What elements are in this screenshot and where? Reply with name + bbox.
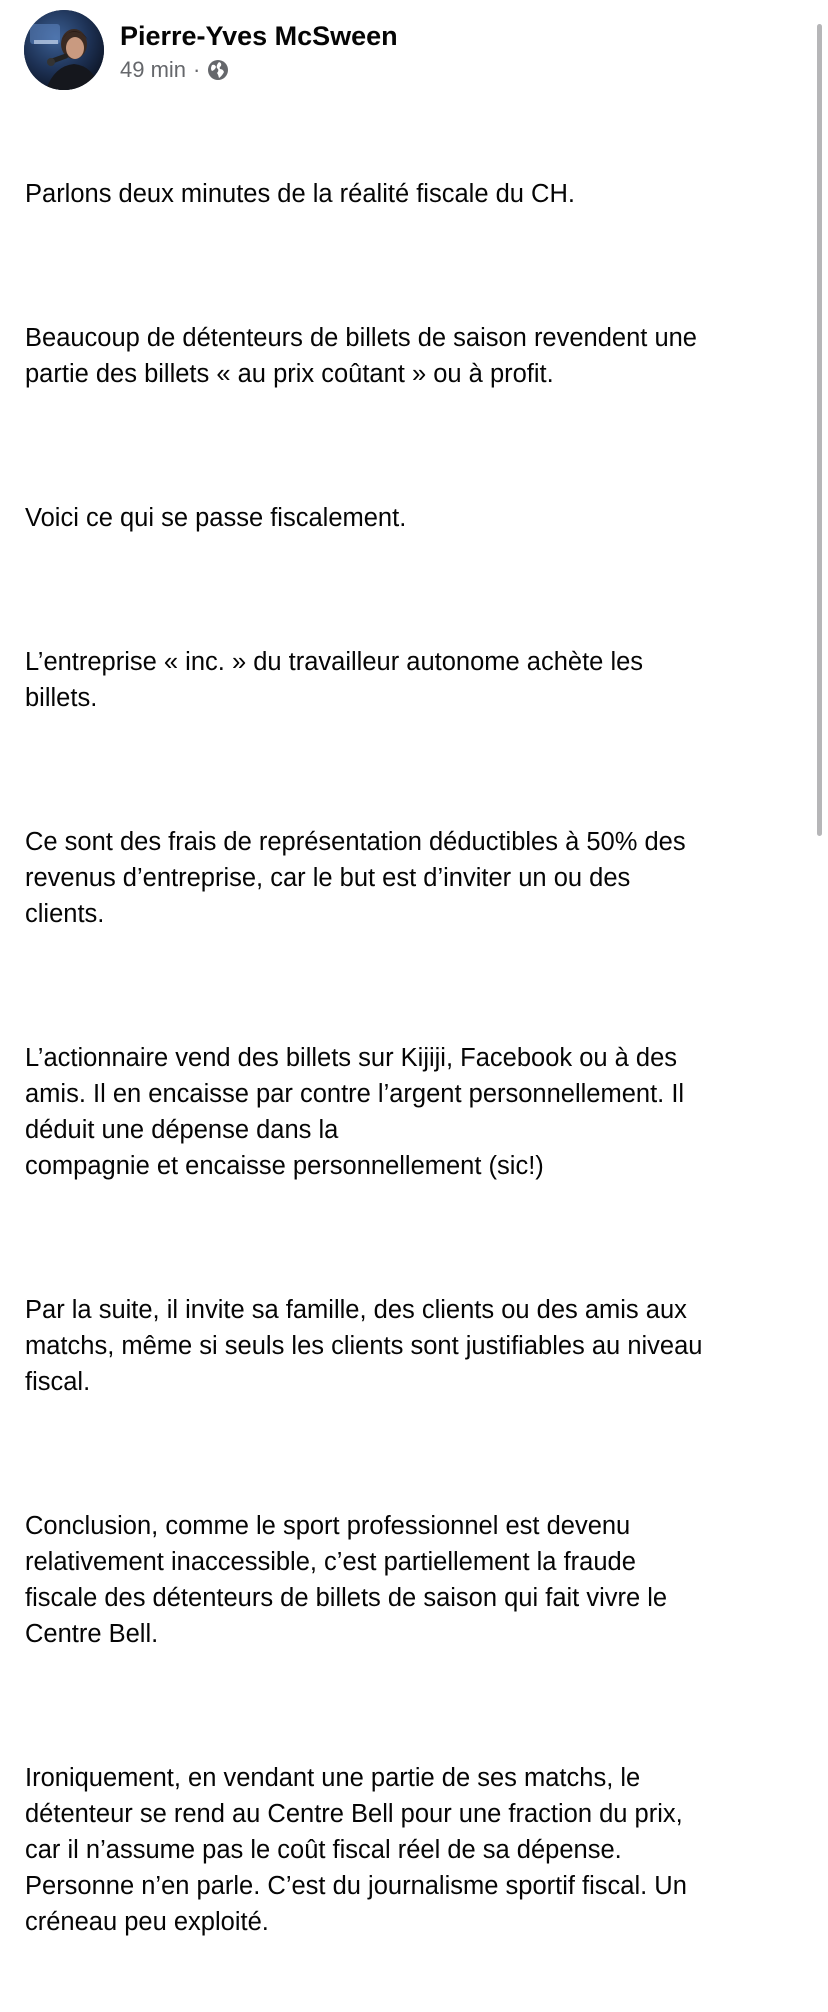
post-paragraph: Ce sont des frais de représentation déductibles à 50% des revenus d’entreprise, car le but est d’inviter un ou des clients.	[25, 828, 686, 928]
post-body	[25, 104, 805, 2012]
post-paragraph: Voici ce qui se passe fiscalement.	[25, 504, 407, 532]
meta-separator: ·	[193, 57, 201, 82]
post-paragraph: L’actionnaire vend des billets sur Kijiji, Facebook ou à des amis. Il en encaisse par contre l’argent personnellement. Il déduit une dépense dans la compagnie et encaisse personnellement (sic!)	[25, 1044, 685, 1180]
post-timestamp[interactable]: 49 min	[120, 57, 187, 82]
avatar-photo	[24, 10, 104, 90]
post-paragraph: Conclusion, comme le sport professionnel est devenu relativement inaccessible, c’est partiellement la fraude fiscale des détenteurs de billets de saison qui fait vivre le Centre Bell.	[25, 1512, 668, 1648]
post-paragraph: Beaucoup de détenteurs de billets de saison revendent une partie des billets « au prix coûtant » ou à profit.	[25, 324, 697, 388]
post-meta	[120, 56, 398, 84]
scrollbar[interactable]	[817, 24, 822, 836]
post-header	[24, 10, 398, 90]
post-paragraph: Par la suite, il invite sa famille, des clients ou des amis aux matchs, même si seuls les clients sont justifiables au niveau fiscal.	[25, 1296, 703, 1396]
author-avatar[interactable]	[24, 10, 104, 90]
author-block	[120, 10, 398, 84]
post-paragraph: Parlons deux minutes de la réalité fiscale du CH.	[25, 180, 575, 208]
author-name[interactable]: Pierre-Yves McSween	[120, 21, 398, 51]
post-paragraph: Ironiquement, en vendant une partie de ses matchs, le détenteur se rend au Centre Bell pour une fraction du prix, car il n’assume pas le coût fiscal réel de sa dépense. Personne n’en parle. C’est du journalisme sportif fiscal. Un créneau peu exploité.	[25, 1764, 687, 1936]
globe-icon[interactable]	[207, 59, 229, 81]
post-paragraph: L’entreprise « inc. » du travailleur autonome achète les billets.	[25, 648, 644, 712]
